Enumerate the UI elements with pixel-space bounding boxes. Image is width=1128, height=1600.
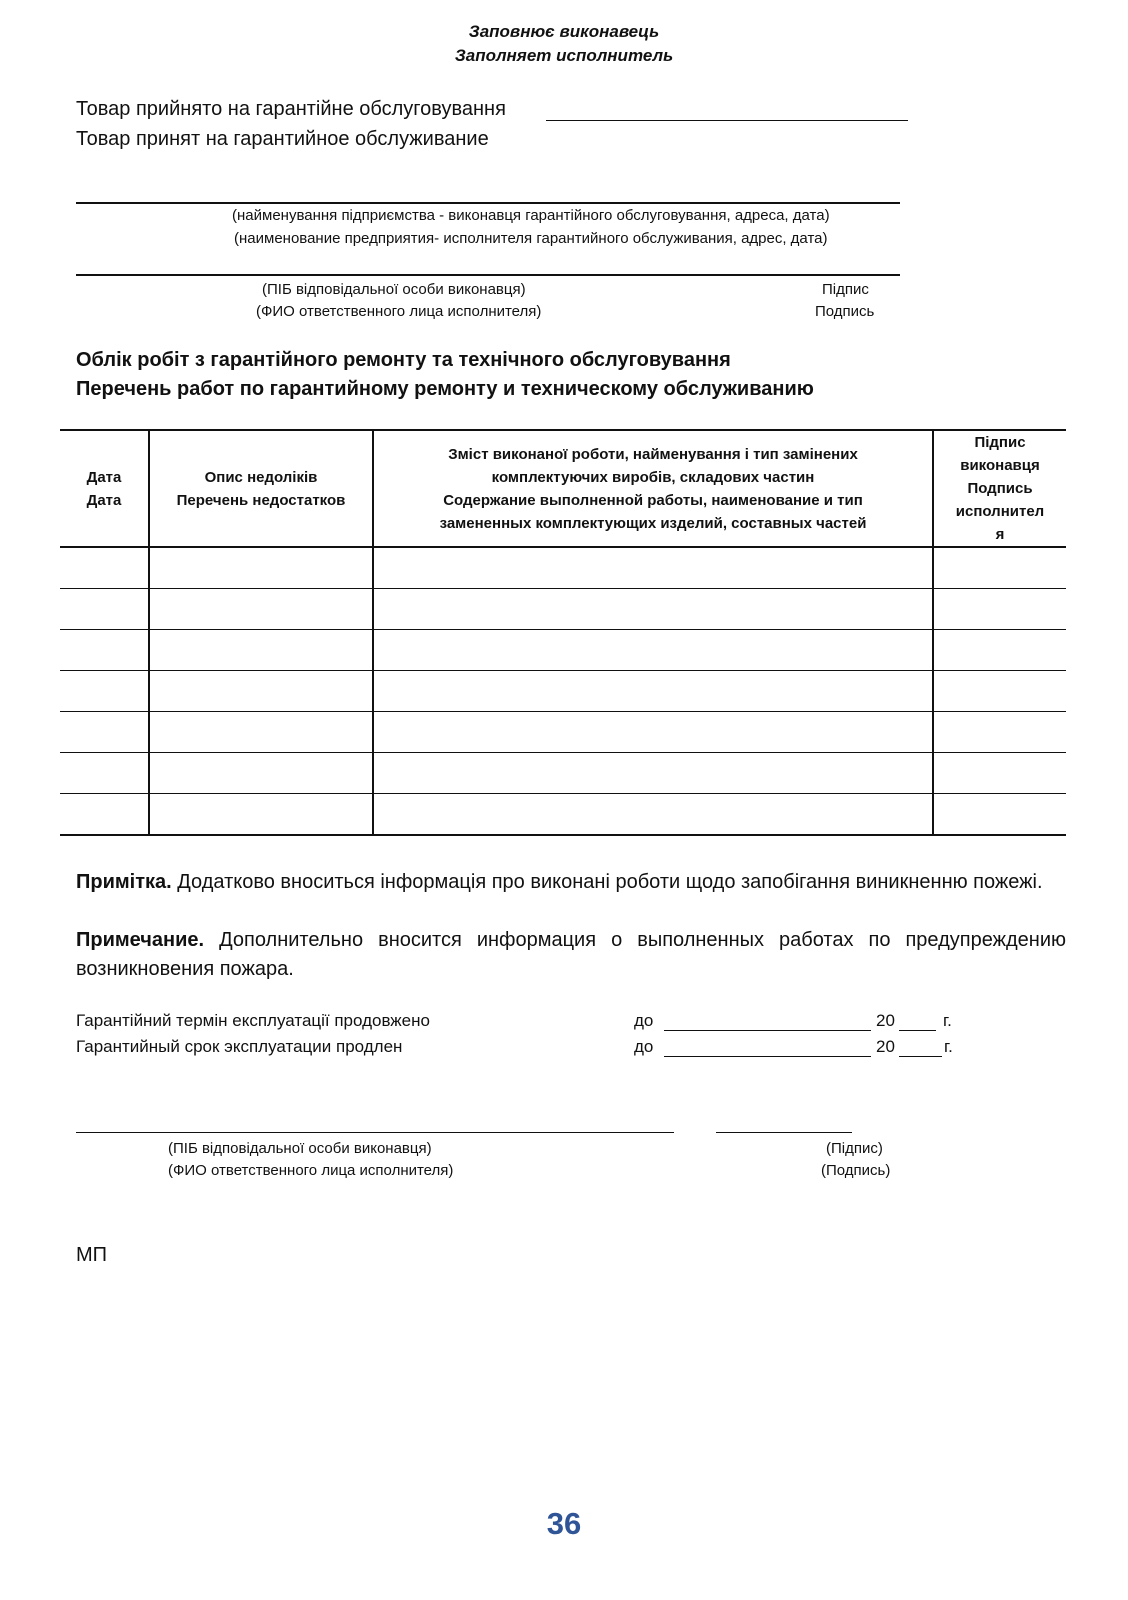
note-label-ru: Примечание. xyxy=(76,929,205,951)
cell-work-content[interactable] xyxy=(373,753,933,794)
header-date-ua: Дата xyxy=(86,468,122,486)
header-signature-line1: Підпис xyxy=(974,434,1026,451)
cell-defects[interactable] xyxy=(149,589,373,630)
final-caption-name-ua: (ПІБ відповідальної особи виконавця) xyxy=(168,1140,432,1157)
table-row xyxy=(60,753,1066,794)
cell-signature[interactable] xyxy=(933,630,1066,671)
cell-work-content[interactable] xyxy=(373,589,933,630)
final-caption-sign-ua: (Підпис) xyxy=(826,1140,883,1157)
header-line-ru: Заполняет исполнитель xyxy=(454,46,674,65)
table-row xyxy=(60,630,1066,671)
warranty-year-suffix-ua: г. xyxy=(943,1011,952,1030)
warranty-date-field-ru[interactable] xyxy=(664,1040,871,1057)
cell-defects[interactable] xyxy=(149,671,373,712)
header-work-line3: Содержание выполненной работы, наименование и тип xyxy=(443,491,863,509)
final-caption-sign-ru: (Подпись) xyxy=(821,1162,891,1179)
header-work-line4: замененных комплектующих изделий, составных частей xyxy=(439,514,867,532)
cell-defects[interactable] xyxy=(149,794,373,836)
warranty-until-ua: до xyxy=(634,1011,654,1030)
cell-work-content[interactable] xyxy=(373,794,933,836)
cell-signature[interactable] xyxy=(933,589,1066,630)
header-work-line1: Зміст виконаної роботи, найменування і тип замінених xyxy=(448,445,858,463)
enterprise-caption-ua: (найменування підприємства - виконавця гарантійного обслуговування, адреса, дата) xyxy=(232,207,830,224)
header-signature-line3: Подпись xyxy=(967,480,1033,497)
warranty-date-field-ua[interactable] xyxy=(664,1014,871,1031)
header-work-content xyxy=(373,430,933,547)
enterprise-fill-line[interactable] xyxy=(76,184,900,204)
cell-work-content[interactable] xyxy=(373,671,933,712)
header-defects-ua: Опис недоліків xyxy=(204,468,318,486)
cell-date[interactable] xyxy=(60,630,149,671)
header-date-ru: Дата xyxy=(86,491,122,509)
enterprise-caption-ru: (наименование предприятия- исполнителя гарантийного обслуживания, адрес, дата) xyxy=(234,230,828,247)
person-fill-line[interactable] xyxy=(76,256,900,276)
cell-date[interactable] xyxy=(60,712,149,753)
final-caption-name-ru: (ФИО ответственного лица исполнителя) xyxy=(168,1162,454,1179)
header-signature-line4: исполнител xyxy=(955,503,1045,520)
cell-date[interactable] xyxy=(60,589,149,630)
cell-defects[interactable] xyxy=(149,712,373,753)
cell-signature[interactable] xyxy=(933,671,1066,712)
cell-date[interactable] xyxy=(60,794,149,836)
table-row xyxy=(60,547,1066,589)
section-title-ru: Перечень работ по гарантийному ремонту и техническому обслуживанию xyxy=(76,378,814,400)
header-defects-ru: Перечень недостатков xyxy=(176,491,346,509)
header-work-line2: комплектуючих виробів, складових частин xyxy=(491,468,815,486)
cell-date[interactable] xyxy=(60,671,149,712)
header-signature-line2: виконавця xyxy=(960,457,1040,474)
cell-date[interactable] xyxy=(60,547,149,589)
header-defects xyxy=(149,430,373,547)
note-ua xyxy=(76,868,1066,897)
cell-signature[interactable] xyxy=(933,547,1066,589)
cell-signature[interactable] xyxy=(933,794,1066,836)
warranty-until-ru: до xyxy=(634,1037,654,1056)
note-label-ua: Примітка. xyxy=(76,871,172,893)
stamp-label: МП xyxy=(76,1244,108,1266)
warranty-year-prefix-ua: 20 xyxy=(876,1011,895,1030)
cell-defects[interactable] xyxy=(149,753,373,794)
note-text-ua: Додатково вноситься інформація про виконані роботи щодо запобігання виникненню пожежі. xyxy=(171,871,1043,893)
cell-work-content[interactable] xyxy=(373,630,933,671)
section-title-ua: Облік робіт з гарантійного ремонту та технічного обслуговування xyxy=(76,349,731,371)
cell-signature[interactable] xyxy=(933,712,1066,753)
warranty-year-field-ua[interactable] xyxy=(899,1014,936,1031)
cell-signature[interactable] xyxy=(933,753,1066,794)
final-name-field[interactable] xyxy=(76,1116,674,1133)
page-number: 36 xyxy=(546,1506,582,1541)
header-line-ua: Заповнює виконавець xyxy=(468,22,660,41)
warranty-year-field-ru[interactable] xyxy=(899,1040,942,1057)
person-caption-name-ua: (ПІБ відповідальної особи виконавця) xyxy=(262,281,526,298)
table-row xyxy=(60,589,1066,630)
header-signature-line5: я xyxy=(995,526,1005,543)
warranty-line-ru: Гарантийный срок эксплуатации продлен xyxy=(76,1037,403,1056)
header-date xyxy=(60,430,149,547)
table-row xyxy=(60,671,1066,712)
table-row xyxy=(60,794,1066,836)
warranty-year-suffix-ru: г. xyxy=(944,1037,953,1056)
acceptance-line-ua xyxy=(76,98,506,121)
warranty-year-prefix-ru: 20 xyxy=(876,1037,895,1056)
header-signature xyxy=(933,430,1066,547)
cell-defects[interactable] xyxy=(149,630,373,671)
acceptance-fill-line[interactable] xyxy=(546,98,908,121)
cell-work-content[interactable] xyxy=(373,712,933,753)
cell-defects[interactable] xyxy=(149,547,373,589)
person-caption-name-ru: (ФИО ответственного лица исполнителя) xyxy=(256,303,542,320)
warranty-line-ua: Гарантійний термін експлуатації продовжено xyxy=(76,1011,430,1030)
table-row xyxy=(60,712,1066,753)
person-caption-sign-ru: Подпись xyxy=(815,303,875,320)
note-text-ru: Дополнительно вносится информация о выполненных работах по предупреждению возникновения пожара. xyxy=(76,929,1066,980)
acceptance-line-ru: Товар принят на гарантийное обслуживание xyxy=(76,128,489,150)
cell-work-content[interactable] xyxy=(373,547,933,589)
note-ru xyxy=(76,926,1066,984)
final-signature-field[interactable] xyxy=(716,1116,852,1133)
works-table xyxy=(60,429,1066,836)
acceptance-text-ua: Товар прийнято на гарантійне обслуговування xyxy=(76,98,506,120)
table-header-row xyxy=(60,430,1066,547)
cell-date[interactable] xyxy=(60,753,149,794)
person-caption-sign-ua: Підпис xyxy=(822,281,869,298)
